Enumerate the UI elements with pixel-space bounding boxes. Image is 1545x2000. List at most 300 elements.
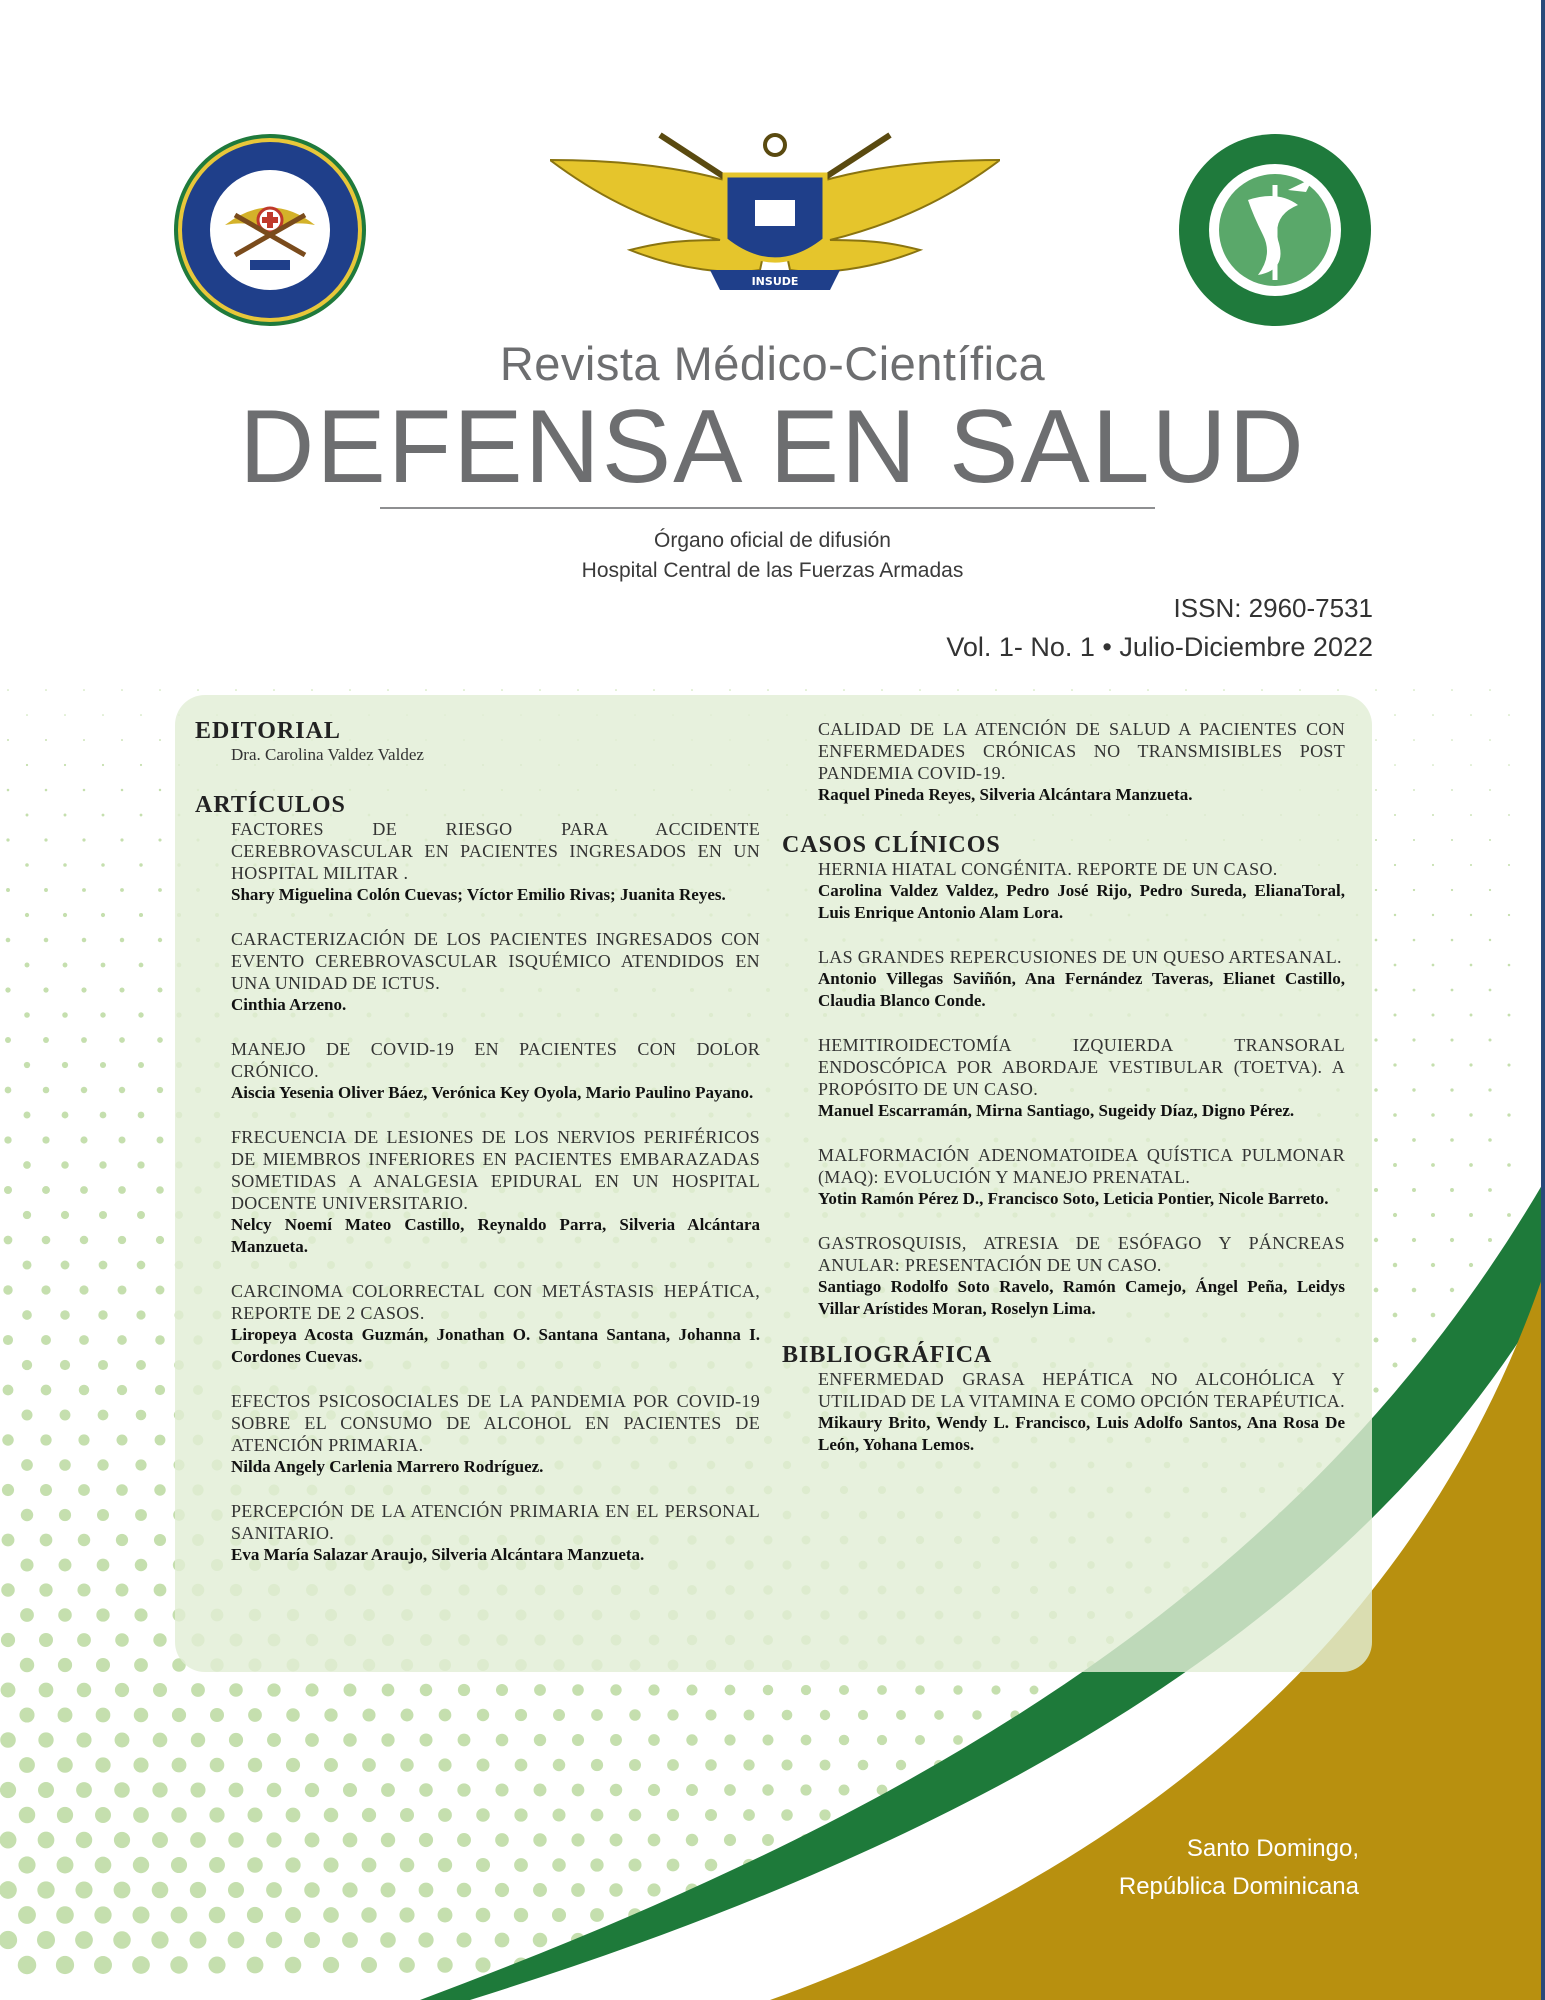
background-dot [514, 1908, 528, 1922]
background-dot [38, 1832, 55, 1849]
background-dot [1109, 689, 1111, 691]
background-dot [456, 1932, 471, 1947]
background-dot [119, 1037, 125, 1043]
background-dot [94, 1956, 112, 1974]
article-entry[interactable] [231, 1500, 760, 1566]
background-dot [157, 1087, 163, 1093]
background-dot [135, 1559, 148, 1572]
background-dot [22, 1310, 32, 1320]
background-dot [609, 1883, 622, 1896]
background-dot [44, 938, 49, 943]
background-dot [155, 1385, 165, 1395]
background-dot [438, 1908, 453, 1923]
background-dot [1375, 689, 1377, 691]
background-dot [1432, 1014, 1435, 1017]
background-dot [1451, 689, 1453, 691]
background-dot [96, 1658, 110, 1672]
background-dot [1507, 1163, 1511, 1167]
article-entry[interactable] [231, 928, 760, 1016]
country-line: República Dominicana [1118, 1873, 1359, 1900]
background-dot [1451, 789, 1453, 791]
article-entry[interactable] [231, 1038, 760, 1104]
background-dot [552, 1858, 566, 1872]
background-dot [362, 1808, 376, 1822]
background-dot [6, 838, 9, 841]
background-dot [953, 1685, 962, 1694]
background-dot [247, 1907, 263, 1923]
background-dot [58, 1658, 72, 1672]
background-dot [1375, 739, 1377, 741]
background-dot [170, 1956, 187, 1973]
article-title: CALIDAD DE LA ATENCIÓN DE SALUD A PACIENTES CON ENFERMEDADES CRÓNICAS NO TRANSMISIBLES POST PANDEMIA COVID-19. [818, 719, 1345, 783]
editorial-author: Dra. Carolina Valdez Valdez [231, 745, 424, 764]
background-dot [77, 1683, 91, 1697]
background-dot [1469, 1263, 1473, 1267]
background-dot [171, 1907, 188, 1924]
background-dot [476, 1908, 491, 1923]
background-dot [139, 963, 144, 968]
background-dot [1412, 1138, 1416, 1142]
background-dot [501, 689, 503, 691]
background-dot [172, 1708, 186, 1722]
background-dot [133, 1857, 149, 1873]
background-dot [457, 1883, 471, 1897]
article-authors: Liropeya Acosta Guzmán, Jonathan O. Santana Santana, Johanna I. Cordones Cuevas. [231, 1325, 760, 1366]
background-dot [286, 1758, 300, 1772]
background-dot [305, 1833, 320, 1848]
background-dot [102, 714, 104, 716]
background-dot [610, 1834, 623, 1847]
background-dot [629, 1759, 641, 1771]
background-dot [83, 689, 85, 691]
background-dot [458, 1684, 470, 1696]
background-dot [159, 789, 161, 791]
background-dot [304, 1882, 320, 1898]
background-dot [42, 1236, 51, 1245]
background-dot [896, 1760, 906, 1770]
background-dot [343, 1733, 357, 1747]
background-dot [6, 938, 11, 943]
background-dot [667, 1759, 679, 1771]
background-dot [1071, 689, 1073, 691]
article-title: FRECUENCIA DE LESIONES DE LOS NERVIOS PERIFÉRICOS DE MIEMBROS INFERIORES EN PACIENTES EMBARAZADAS SOMETIDAS A ANALGESIA EPIDURAL EN UN HOSPITAL DOCENTE UNIVERSITARIO. [231, 1127, 760, 1213]
organ-line-2: Hospital Central de las Fuerzas Armadas [581, 559, 964, 582]
background-dot [77, 1583, 90, 1596]
background-dot [80, 1236, 89, 1245]
background-dot [839, 1685, 849, 1695]
case-title: HEMITIROIDECTOMÍA IZQUIERDA TRANSORAL ENDOSCÓPICA POR ABORDAJE VESTIBULAR (TOETVA). A PROPÓSITO DE UN CASO. [818, 1035, 1345, 1099]
background-dot [729, 689, 731, 691]
background-dot [1488, 1188, 1492, 1192]
background-dot [81, 1087, 88, 1094]
background-dot [0, 1782, 16, 1798]
background-dot [457, 1833, 471, 1847]
background-dot [25, 913, 29, 917]
background-dot [1374, 1038, 1377, 1041]
background-dot [1508, 1014, 1511, 1017]
article-authors: Nelcy Noemí Mateo Castillo, Reynaldo Parra, Silveria Alcántara Manzueta. [231, 1215, 760, 1256]
background-dot [1431, 1163, 1435, 1167]
background-dot [323, 1857, 338, 1872]
case-entry[interactable] [818, 1034, 1345, 1122]
background-dot [115, 1733, 130, 1748]
background-dot [1508, 814, 1510, 816]
background-dot [1393, 1113, 1397, 1117]
background-dot [38, 1732, 53, 1747]
background-dot [1299, 689, 1301, 691]
background-dot [61, 1161, 69, 1169]
background-dot [113, 1931, 131, 1949]
background-dot [21, 1409, 32, 1420]
background-dot [1488, 1138, 1492, 1142]
background-dot [82, 838, 85, 841]
background-dot [286, 1808, 301, 1823]
background-dot [3, 1385, 14, 1396]
background-dot [686, 1834, 698, 1846]
background-dot [235, 689, 237, 691]
background-dot [2, 1534, 15, 1547]
background-dot [24, 1062, 30, 1068]
case-title: HERNIA HIATAL CONGÉNITA. REPORTE DE UN CASO. [818, 859, 1278, 879]
article-entry[interactable] [818, 718, 1345, 806]
background-dot [1261, 689, 1263, 691]
background-dot [1507, 1063, 1510, 1066]
background-dot [63, 963, 68, 968]
background-dot [1432, 964, 1435, 967]
background-dot [18, 1906, 36, 1924]
background-dot [305, 1783, 319, 1797]
background-dot [1450, 1088, 1453, 1091]
background-dot [58, 1608, 72, 1622]
background-dot [95, 1857, 112, 1874]
background-dot [6, 888, 10, 892]
background-dot [134, 1658, 148, 1672]
background-dot [59, 1509, 71, 1521]
background-dot [100, 1062, 106, 1068]
background-dot [1413, 939, 1416, 942]
background-dot [1374, 1288, 1379, 1293]
background-dot [819, 1809, 830, 1820]
case-authors: Santiago Rodolfo Soto Ravelo, Ramón Camejo, Ángel Peña, Leidys Villar Arístides Moran, Roselyn Lima. [818, 1277, 1345, 1318]
background-dot [82, 888, 86, 892]
background-dot [1394, 714, 1396, 716]
background-dot [496, 1734, 509, 1747]
background-dot [41, 1335, 51, 1345]
background-dot [37, 1881, 54, 1898]
background-dot [361, 1907, 376, 1922]
background-dot [57, 1857, 74, 1874]
background-dot [248, 1758, 262, 1772]
background-dot [800, 1784, 811, 1795]
background-dot [705, 1709, 716, 1720]
background-dot [56, 1906, 74, 1924]
background-dot [41, 1385, 52, 1396]
background-dot [705, 1809, 717, 1821]
background-dot [1469, 1113, 1472, 1116]
issn-number: ISSN: 2960-7531 [1173, 593, 1373, 623]
background-dot [1375, 789, 1377, 791]
background-dot [152, 1882, 169, 1899]
journal-title: DEFENSA EN SALUD [239, 389, 1306, 505]
background-dot [37, 1931, 55, 1949]
background-dot [1033, 689, 1035, 691]
background-dot [495, 1933, 510, 1948]
background-dot [553, 1709, 565, 1721]
article-entry[interactable] [231, 1126, 760, 1258]
background-dot [97, 1509, 109, 1521]
background-dot [40, 1434, 51, 1445]
background-dot [610, 1684, 621, 1695]
background-dot [191, 1733, 205, 1747]
background-dot [667, 1809, 679, 1821]
background-dot [1470, 964, 1473, 967]
background-dot [82, 938, 87, 943]
background-dot [667, 1709, 678, 1720]
background-dot [477, 1759, 490, 1772]
background-dot [382, 1684, 395, 1697]
article-title: FACTORES DE RIESGO PARA ACCIDENTE CEREBROVASCULAR EN PACIENTES INGRESADOS EN UN HOSPITAL MILITAR . [231, 819, 760, 883]
background-dot [133, 1807, 149, 1823]
background-dot [137, 1261, 146, 1270]
background-dot [476, 1808, 490, 1822]
organ-line-1: Órgano oficial de difusión [654, 529, 891, 552]
background-dot [839, 1785, 850, 1796]
background-dot [190, 1832, 206, 1848]
background-dot [99, 1161, 106, 1168]
case-entry[interactable] [818, 1232, 1345, 1320]
background-dot [60, 1360, 70, 1370]
background-dot [1508, 964, 1511, 967]
background-dot [18, 1956, 37, 1975]
background-dot [1489, 839, 1491, 841]
background-dot [100, 1112, 107, 1119]
background-dot [577, 689, 579, 691]
background-dot [57, 1757, 73, 1773]
background-dot [533, 1833, 546, 1846]
background-dot [1470, 764, 1472, 766]
background-dot [425, 689, 427, 691]
background-dot [20, 1558, 33, 1571]
background-dot [686, 1734, 697, 1745]
title-divider [380, 507, 1155, 509]
background-dot [381, 1883, 396, 1898]
background-dot [157, 987, 162, 992]
background-dot [118, 1186, 126, 1194]
article-title: EFECTOS PSICOSOCIALES DE LA PANDEMIA POR COVID-19 SOBRE EL CONSUMO DE ALCOHOL EN PACIENTES DE ATENCIÓN PRIMARIA. [231, 1391, 760, 1455]
background-dot [136, 1360, 146, 1370]
background-dot [4, 1186, 12, 1194]
background-dot [140, 714, 142, 716]
background-dot [553, 1759, 566, 1772]
background-dot [476, 1858, 490, 1872]
background-dot [1375, 839, 1377, 841]
background-dot [629, 1809, 642, 1822]
case-authors: Carolina Valdez Valdez, Pedro José Rijo, Pedro Sureda, ElianaToral, Luis Enrique Antonio Alam Lora. [818, 881, 1345, 922]
background-dot [552, 1808, 565, 1821]
articulos-heading: ARTÍCULOS [195, 792, 346, 818]
background-dot [387, 689, 389, 691]
background-dot [171, 1857, 187, 1873]
article-entry[interactable] [231, 1280, 760, 1368]
background-dot [23, 1211, 31, 1219]
background-dot [41, 1285, 50, 1294]
background-dot [915, 1735, 925, 1745]
article-authors: Nilda Angely Carlenia Marrero Rodríguez. [231, 1457, 544, 1476]
background-dot [571, 1883, 585, 1897]
case-entry[interactable] [818, 1144, 1345, 1210]
background-dot [22, 1360, 32, 1370]
background-dot [1431, 1063, 1434, 1066]
toc-left-column [195, 718, 760, 1588]
background-dot [197, 689, 199, 691]
background-dot [615, 689, 617, 691]
background-dot [1, 1583, 15, 1597]
article-entry[interactable] [231, 818, 760, 906]
background-dot [705, 1759, 717, 1771]
background-dot [1450, 1188, 1454, 1192]
background-dot [439, 1709, 452, 1722]
right-edge-stripe [1541, 0, 1545, 2000]
background-dot [136, 1410, 147, 1421]
background-dot [155, 1435, 166, 1446]
background-dot [590, 1908, 604, 1922]
background-dot [1432, 814, 1434, 816]
background-dot [438, 1808, 452, 1822]
background-dot [191, 1683, 205, 1697]
background-dot [0, 1832, 16, 1849]
article-entry[interactable] [231, 1390, 760, 1478]
background-dot [76, 1782, 92, 1798]
background-dot [210, 1708, 224, 1722]
background-dot [1450, 1288, 1454, 1292]
background-dot [228, 1832, 243, 1847]
background-dot [458, 1734, 471, 1747]
background-dot [1470, 814, 1472, 816]
background-dot [1393, 1163, 1397, 1167]
background-dot [24, 1012, 30, 1018]
background-dot [763, 1735, 774, 1746]
background-dot [63, 913, 67, 917]
background-dot [101, 913, 105, 917]
background-dot [839, 1735, 850, 1746]
background-dot [1, 1683, 16, 1698]
background-dot [154, 1484, 165, 1495]
background-dot [76, 1832, 92, 1848]
background-dot [349, 689, 351, 691]
background-dot [571, 1833, 584, 1846]
background-dot [2, 1484, 14, 1496]
background-dot [418, 1932, 433, 1947]
background-dot [463, 689, 465, 691]
article-title: MANEJO DE COVID-19 EN PACIENTES CON DOLOR CRÓNICO. [231, 1039, 760, 1081]
background-dot [158, 938, 162, 942]
background-dot [96, 1608, 109, 1621]
background-dot [820, 1710, 830, 1720]
background-dot [78, 1484, 90, 1496]
background-dot [1470, 864, 1472, 866]
background-dot [1469, 1163, 1473, 1167]
background-dot [653, 689, 655, 691]
background-dot [648, 1784, 660, 1796]
background-dot [1469, 1063, 1472, 1066]
background-dot [79, 1285, 88, 1294]
background-dot [19, 1757, 35, 1773]
background-dot [1488, 1238, 1492, 1242]
background-dot [114, 1782, 130, 1798]
background-dot [19, 1807, 35, 1823]
background-dot [119, 987, 124, 992]
background-dot [1394, 764, 1396, 766]
background-dot [858, 1760, 869, 1771]
background-dot [137, 1161, 144, 1168]
background-dot [362, 1858, 377, 1873]
background-dot [572, 1734, 584, 1746]
background-dot [419, 1733, 432, 1746]
background-dot [190, 1782, 205, 1797]
background-dot [762, 1834, 774, 1846]
background-dot [1450, 1238, 1454, 1242]
background-dot [957, 689, 959, 691]
background-dot [1393, 1263, 1397, 1267]
background-dot [2, 1434, 13, 1445]
background-dot [805, 689, 807, 691]
background-dot [25, 963, 30, 968]
background-dot [0, 1881, 17, 1899]
background-dot [273, 689, 275, 691]
background-dot [83, 789, 86, 792]
article-authors: Aiscia Yesenia Oliver Báez, Verónica Key Oyola, Mario Paulino Payano. [231, 1083, 754, 1102]
background-dot [705, 1859, 718, 1872]
background-dot [1412, 1188, 1416, 1192]
background-dot [1451, 839, 1453, 841]
background-dot [1374, 1088, 1378, 1092]
background-dot [7, 689, 9, 691]
background-dot [401, 1709, 414, 1722]
background-dot [98, 1310, 107, 1319]
case-entry[interactable] [818, 858, 1345, 924]
background-dot [23, 1161, 31, 1169]
background-dot [743, 1809, 755, 1821]
background-dot [1374, 1338, 1379, 1343]
bibliografica-heading: BIBLIOGRÁFICA [782, 1342, 993, 1368]
background-dot [724, 1834, 736, 1846]
background-dot [95, 1807, 111, 1823]
background-dot [155, 1335, 165, 1345]
background-dot [324, 1808, 339, 1823]
background-dot [1413, 889, 1415, 891]
background-dot [1470, 914, 1472, 916]
bibliographic-entry[interactable] [818, 1368, 1345, 1456]
background-dot [1489, 1039, 1492, 1042]
case-authors: Antonio Villegas Saviñón, Ana Fernández Taveras, Elianet Castillo, Claudia Blanco Conde. [818, 969, 1345, 1010]
background-dot [62, 1012, 68, 1018]
case-entry[interactable] [818, 946, 1345, 1012]
city-line: Santo Domingo, [1186, 1835, 1359, 1862]
background-dot [1432, 764, 1434, 766]
background-dot [137, 1211, 145, 1219]
background-dot [1508, 914, 1510, 916]
background-dot [1451, 739, 1453, 741]
background-dot [782, 1710, 793, 1721]
background-dot [305, 1733, 319, 1747]
background-dot [79, 1335, 89, 1345]
bibliographic-title: ENFERMEDAD GRASA HEPÁTICA NO ALCOHÓLICA Y UTILIDAD DE LA VITAMINA E COMO OPCIÓN TERAPÉUTICA. [818, 1369, 1345, 1411]
background-dot [209, 1907, 226, 1924]
article-title: CARCINOMA COLORRECTAL CON METÁSTASIS HEPÁTICA, REPORTE DE 2 CASOS. [231, 1281, 760, 1323]
background-dot [42, 1136, 49, 1143]
background-dot [80, 1186, 88, 1194]
background-dot [991, 1685, 1000, 1694]
